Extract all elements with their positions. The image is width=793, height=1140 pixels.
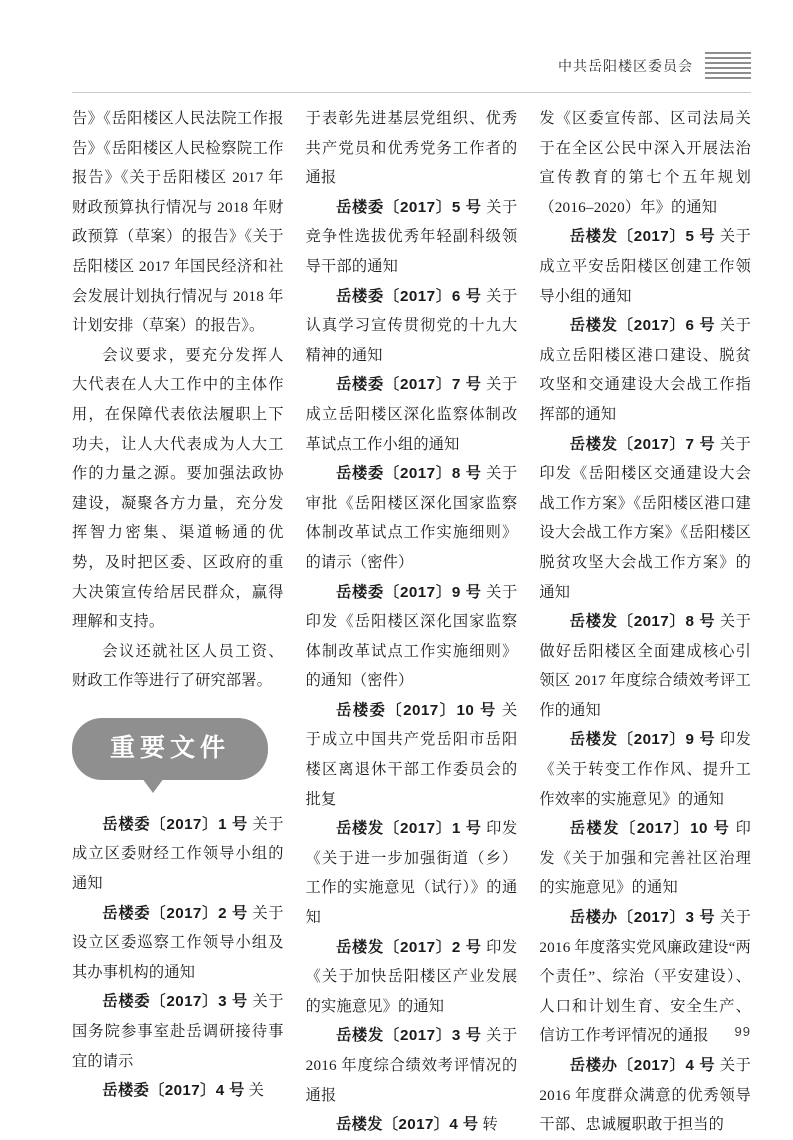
document-title: 关于成立平安岳阳楼区创建工作领导小组的通知 [539, 228, 752, 305]
document-number: 岳楼发〔2017〕1 号 [336, 820, 482, 838]
document-title: 关于竞争性选拔优秀年轻副科级领导干部的通知 [305, 198, 518, 275]
document-entry [306, 459, 518, 577]
document-entry [306, 578, 518, 696]
section-banner-tail-icon [142, 778, 164, 793]
document-number: 岳楼委〔2017〕8 号 [336, 465, 482, 483]
page-header [0, 52, 751, 79]
document-number: 岳楼委〔2017〕5 号 [336, 198, 482, 216]
document-number: 岳楼委〔2017〕10 号 [336, 701, 497, 719]
document-entry [539, 311, 751, 429]
paragraph: 会议要求，要充分发挥人大代表在人大工作中的主体作用，在保障代表依法履职上下功夫，让人大代表成为人大工作的力量之源。要加强法政协建设，凝聚各方力量，充分发挥智力密集、渠道畅通的优势，及时把区委、区政府的重大决策宣传给居民群众，赢得理解和支持。 [72, 346, 284, 631]
document-number: 岳楼发〔2017〕10 号 [569, 820, 731, 838]
document-title: 关于做好岳阳楼区全面建成核心引领区 2017 年度综合绩效考评工作的通知 [539, 613, 752, 719]
document-entry [539, 814, 751, 903]
paragraph: 告》《岳阳楼区人民法院工作报告》《岳阳楼区人民检察院工作报告》《关于岳阳楼区 2017 年财政预算执行情况与 2018 年财政预算（草案）的报告》《关于岳阳楼区 2017 年国民经济和社会发展计划执行情况与 2018 年计划安排（草案）的报告》。 [72, 110, 284, 335]
document-title: 关于审批《岳阳楼区深化国家监察体制改革试点工作实施细则》的请示（密件） [305, 465, 518, 571]
column-2 [305, 104, 518, 1134]
document-number: 岳楼发〔2017〕6 号 [569, 317, 716, 335]
document-number: 岳楼发〔2017〕8 号 [569, 613, 716, 631]
document-entry [306, 696, 518, 814]
document-entry [72, 810, 284, 899]
document-number: 岳楼发〔2017〕3 号 [336, 1027, 482, 1045]
page-number: 99 [734, 1024, 751, 1039]
document-number: 岳楼委〔2017〕9 号 [336, 583, 482, 601]
document-title: 关于国务院参事室赴岳调研接待事宜的请示 [72, 993, 284, 1070]
document-entry [539, 725, 751, 814]
document-title: 关于 2016 年度落实党风廉政建设“两个责任”、综治（平安建设）、人口和计划生育、安全生产、信访工作考评情况的通报 [539, 909, 752, 1045]
document-entry [539, 222, 751, 311]
document-entry [306, 370, 518, 459]
document-number: 岳楼委〔2017〕4 号 [102, 1082, 245, 1100]
document-entry [306, 1110, 518, 1140]
document-entry [306, 1021, 518, 1110]
document-entry [72, 899, 284, 988]
section-banner [72, 718, 268, 792]
document-title: 印发《关于加快岳阳楼区产业发展的实施意见》的通知 [305, 938, 518, 1015]
paragraph: 会议还就社区人员工资、财政工作等进行了研究部署。 [72, 642, 284, 690]
paragraph: 于表彰先进基层党组织、优秀共产党员和优秀党务工作者的通报 [305, 110, 518, 187]
document-number: 岳楼办〔2017〕4 号 [569, 1057, 716, 1074]
document-title: 关于 2016 年度综合绩效考评情况的通报 [305, 1027, 518, 1104]
document-entry [539, 903, 751, 1051]
document-number: 岳楼发〔2017〕9 号 [569, 731, 716, 749]
document-title: 关于认真学习宣传贯彻党的十九大精神的通知 [305, 287, 518, 364]
document-number: 岳楼发〔2017〕7 号 [569, 435, 716, 453]
document-entry [306, 933, 518, 1022]
document-number: 岳楼委〔2017〕2 号 [102, 904, 249, 922]
document-number: 岳楼委〔2017〕1 号 [102, 815, 249, 833]
document-number: 岳楼发〔2017〕5 号 [569, 228, 716, 246]
document-title: 关 [248, 1082, 265, 1100]
document-title: 转 [482, 1116, 498, 1134]
document-entry [72, 987, 284, 1076]
document-entry [306, 193, 518, 282]
document-title: 印发《关于转变工作作风、提升工作效率的实施意见》的通知 [539, 731, 752, 808]
document-number: 岳楼办〔2017〕3 号 [569, 909, 716, 927]
document-entry [306, 814, 518, 932]
document-number: 岳楼发〔2017〕4 号 [336, 1116, 479, 1134]
section-banner-label: 重要文件 [109, 734, 230, 763]
document-title: 关于印发《岳阳楼区交通建设大会战工作方案》《岳阳楼区港口建设大会战工作方案》《岳阳楼区脱贫攻坚大会战工作方案》的通知 [539, 435, 752, 601]
document-entry [539, 430, 751, 608]
header-decoration-icon [705, 52, 751, 79]
header-divider [72, 92, 751, 93]
document-entry [72, 1076, 284, 1106]
document-entry [539, 1051, 751, 1140]
paragraph: 发《区委宣传部、区司法局关于在全区公民中深入开展法治宣传教育的第七个五年规划（2016–2020）年》的通知 [539, 110, 752, 216]
document-number: 岳楼委〔2017〕3 号 [102, 993, 249, 1011]
document-title: 关于成立区委财经工作领导小组的通知 [72, 815, 284, 893]
section-banner-body [72, 718, 268, 780]
document-title: 关于成立岳阳楼区港口建设、脱贫攻坚和交通建设大会战工作指挥部的通知 [539, 317, 752, 423]
document-title: 印发《关于进一步加强街道（乡）工作的实施意见（试行）》的通知 [305, 820, 518, 927]
header-title: 中共岳阳楼区委员会 [558, 57, 693, 74]
document-title: 关于成立中国共产党岳阳市岳阳楼区离退休干部工作委员会的批复 [305, 701, 518, 808]
document-title: 关于设立区委巡察工作领导小组及其办事机构的通知 [72, 904, 284, 981]
document-entry [306, 282, 518, 371]
document-title: 印发《关于加强和完善社区治理的实施意见》的通知 [539, 820, 752, 897]
document-title: 关于成立岳阳楼区深化监察体制改革试点工作小组的通知 [305, 376, 518, 453]
document-title: 关于 2016 年度群众满意的优秀领导干部、忠诚履职敢于担当的 [539, 1057, 752, 1134]
column-1 [72, 104, 284, 1100]
document-title: 关于印发《岳阳楼区深化国家监察体制改革试点工作实施细则》的通知（密件） [305, 583, 518, 690]
document-number: 岳楼委〔2017〕7 号 [336, 376, 482, 394]
document-entry [539, 607, 751, 725]
document-number: 岳楼委〔2017〕6 号 [336, 287, 482, 305]
document-number: 岳楼发〔2017〕2 号 [336, 938, 482, 956]
